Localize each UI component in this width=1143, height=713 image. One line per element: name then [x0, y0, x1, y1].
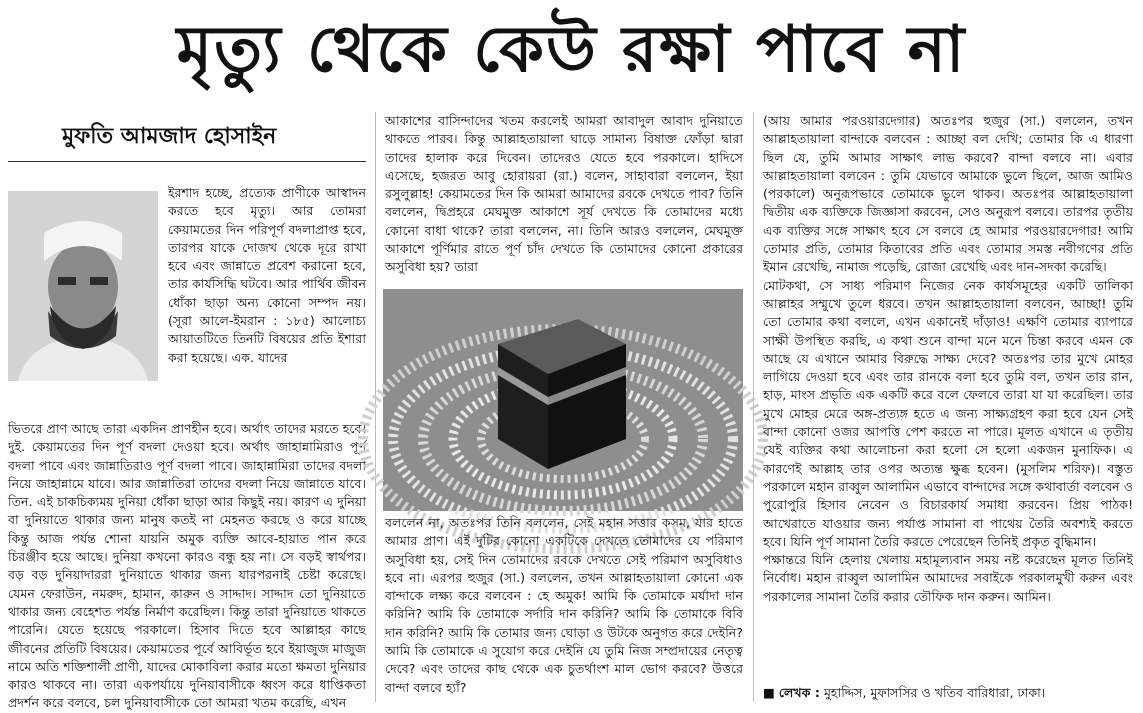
column-1-body [8, 420, 366, 711]
kaaba-photo [383, 289, 743, 511]
headline: মৃত্যু থেকে কেউ রক্ষা পাবে না [176, 12, 967, 87]
column-2-top-text: আকাশের বাসিন্দাদের খতম করলেই আমরা আবাদুল আবাদ দুনিয়াতে থাকতে পারব। কিন্তু আল্লাহতায়ালা ঘাড়ে সামান্য বিষাক্ত ফোঁড়া দ্বারা তাদের হালাক করে দিবেন। তাদেরও যেতে হবে পরকালে। হাদিসে এসেছে, হজরত আবু হোরায়রা (রা.) বলেন, সাহাবারা বললেন, ইয়া রসুলুল্লাহ! কেয়ামতের দিন কি আমরা আমাদের রবকে দেখতে পাব? তিনি বললেন, দ্বিপ্রহরে মেঘমুক্ত আকাশে সূর্য দেখতে কি তোমাদের মধ্যে কোনো বাধা থাকে? তারা বললেন, না। তিনি আরও বললেন, মেঘমুক্ত আকাশে পূর্ণিমার রাতে পূর্ণ চাঁদ দেখতে কি তোমাদের কোনো প্রকারের অসুবিধা হয়? তারা [385, 113, 743, 275]
column-3-paragraph-2: মোটকথা, সে সাধ্য পরিমাণ নিজের নেক কার্যসমূহের একটি তালিকা আল্লাহর সম্মুখে তুলে ধরবে। তখন আল্লাহতায়ালা বলবেন, আচ্ছা! তুমি তো তোমার কথা বললে, এখন একানেই দাঁড়াও! এক্ষণি তোমার ব্যাপারে সাক্ষী উপস্থিত করছি, এ কথা শুনে বান্দা মনে মনে চিন্তা করবে এমন কে আছে যে এখানে আমার বিরুদ্ধে সাক্ষ্য দেবে? অতঃপর তার মুখে মোহর লাগিয়ে দেওয়া হবে এবং তার রানকে বলা হবে তুমি বল, তখন তার রান, হাড়, মাংস প্রভৃতি এক একটি করে বলে ফেলবে তারা যা যা করেছিল। তার মুখে মোহর মেরে অঙ্গ-প্রত্যঙ্গ হতে এ জন্য সাক্ষ্যগ্রহণ করা হবে যেন সেই বান্দা কোনো ওজর আপত্তি পেশ করতে না পারে। মূলত এখানে এ তৃতীয় যেই ব্যক্তির কথা আলোচনা করা হলো সে হলো একজন মুনাফিক। এ কারণেই আল্লাহ তার ওপর অত্যন্ত ক্ষুব্ধ হবেন। (মুসলিম শরিফ)। বস্তুত পরকালে মহান রাব্বুল আলামিন এভাবে বান্দাদের সঙ্গে কথাবার্তা বলবেন ও পুরোপুরি হিসাব নেবেন ও বিচারকার্য সমাধা করবেন। প্রিয় পাঠক! আখেরাতে যাওয়ার জন্য পর্যাপ্ত সামানা বা পাথেয় তৈরি অবশ্যই করতে হবে। যিনি পূর্ণ সামানা তৈরি করতে পেরেছেন তিনিই প্রকৃত বুদ্ধিমান। [763, 277, 1133, 549]
column-2-bottom [385, 514, 743, 702]
author-credit-label: লেখক : [778, 685, 820, 700]
byline-divider [8, 161, 366, 162]
column-1-body-text: ভিতরে প্রাণ আছে তারা একদিন প্রাণহীন হবে। অর্থাৎ তাদের মরতে হবে। দুই. কেয়ামতের দিন পূর্ণ বদলা দেওয়া হবে। অর্থাৎ জাহান্নামিরাও পূর্ণ বদলা পাবে এবং জান্নাতিরাও পূর্ণ বদলা পাবে। জাহান্নামিরা তাদের বদলা নিয়ে জাহান্নামে যাবে। আর জান্নাতিরা তাদের বদলা নিয়ে জান্নাতে যাবে। তিন. এই চাকচিক্যময় দুনিয়া ধোঁকা ছাড়া আর কিছুই নয়। কারণ এ দুনিয়া বা দুনিয়াতে থাকার জন্য মানুষ কতই না মেহনত করছে ও করে যাচ্ছে কিন্তু আজ পর্যন্ত শোনা যায়নি অমুক ব্যক্তি আবে-হায়াত পান করে চিরঞ্জীব হয়ে আছে। দুনিয়া কখনো কারও বন্ধু হয় না। সে বড়ই স্বার্থপর। বড় বড় দুনিয়াদাররা দুনিয়াতে থাকার জন্য যারপরনাই চেষ্টা করেছে। যেমন ফেরাউন, নমরুদ, হামান, কারুন ও সাদ্দাদ। সাদ্দাদ তো দুনিয়াতে থাকার জন্য বেহেশত পর্যন্ত নির্মাণ করেছিল। কিন্তু তারা দুনিয়াতে থাকতে পারেনি। যেতে হয়েছে পরকালে। হিসাব দিতে হবে আল্লাহর কাছে জীবনের প্রতিটি বিষয়ের। কেয়ামতের পূর্বে আবির্ভূত হবে ইয়াজুজ মাজুজ নামে অতি শক্তিশালী প্রাণী, যাদের মোকাবিলা করার মতো ক্ষমতা দুনিয়ার কারও থাকবে না। তারা একপর্যায়ে দুনিয়াবাসীকে ধ্বংস করে ধাপ্তিকতা প্রদর্শন করে বলবে, চল দুনিয়াবাসীকে তো আমরা খতম করেছি, এখন [8, 421, 366, 711]
column-divider-2 [753, 112, 754, 702]
column-3-body [763, 112, 1133, 682]
author-credit-text: মুহাদ্দিস, মুফাসসির ও খতিব বারিধারা, ঢাকা। [823, 685, 1046, 700]
square-bullet-icon: ■ [763, 685, 775, 700]
column-3-paragraph-1: (আয় আমার পরওয়ারদেগার) অতঃপর হুজুর (সা.) বললেন, তখন আল্লাহতায়ালা বান্দাকে বলবেন : আচ্ছা বল দেখি; তোমার কি এ ধারণা ছিল যে, তুমি আমার সাক্ষাৎ লাভ করবে? বান্দা বলবে না। এবার আল্লাহতায়ালা বলবেন : তুমি যেভাবে আমাকে ভুলে ছিলে, আজ আমিও (পরকালে) অনুরূপভাবে তোমাকে ভুলে থাকব। অতঃপর আল্লাহতায়ালা দ্বিতীয় এক ব্যক্তিকে জিজ্ঞাসা করবেন, সেও অনুরূপ বলবে। তারপর তৃতীয় এক ব্যক্তির সঙ্গে সাক্ষাৎ হবে সে বলবে হে আমার পরওয়ারদেগার! আমি তোমার প্রতি, তোমার কিতাবের প্রতি এবং তোমার সমস্ত নবীগণের প্রতি ইমান রেখেছি, নামাজ পড়েছি, রোজা রেখেছি এবং দান-সদকা করেছি। [763, 113, 1133, 275]
column-1-intro [168, 184, 366, 420]
kaaba-illustration [383, 289, 743, 511]
column-2-top [385, 112, 743, 284]
column-2-bottom-text: বললেন না, অতঃপর তিনি বললেন, সেই মহান সত্তার কসম, যার হাতে আমার প্রাণ। এই দুটির কোনো একটিকে দেখতে তোমাদের যে পরিমাণ অসুবিধা হয়, সেই দিন তোমাদের রবকে দেখতে সেই পরিমাণ অসুবিধাও হবে না। এরপর হুজুর (সা.) বললেন, তখন আল্লাহতায়ালা কোনো এক বান্দাকে লক্ষ্য করে বলবেন : হে অমুক! আমি কি তোমাকে মর্যাদা দান করিনি? আমি কি তোমাকে সর্দারি দান করিনি? আমি কি তোমাকে বিবি দান করিনি? আমি কি তোমার জন্য ঘোড়া ও উটকে অনুগত করে দেইনি? আমি কি তোমাকে এ সুযোগ করে দেইনি যে তুমি নিজ সম্প্রদায়ের নেতৃত্ব দেবে? এবং তাদের কাছ থেকে এক চুতর্থাংশ মাল ভোগ করবে? উত্তরে বান্দা বলবে হ্যাঁ? [385, 515, 743, 695]
column-1-intro-text: ইরশাদ হচ্ছে, প্রত্যেক প্রাণীকে আস্বাদন করতে হবে মৃত্যু। আর তোমরা কেয়ামতের দিন পরিপূর্ণ বদলাপ্রাপ্ত হবে, তারপর যাকে দোজখ থেকে দূরে রাখা হবে এবং জান্নাতে প্রবেশ করানো হবে, তার কার্যসিদ্ধি ঘটবে। আর পার্থিব জীবন ধোঁকা ছাড়া অন্য কোনো সম্পদ নয়। (সূরা আলে-ইমরান : ১৮৫) আলোচ্য আয়াতটিতে তিনটি বিষয়ের প্রতি ইশারা করা হয়েছে। এক. যাদের [168, 185, 366, 365]
column-3-paragraph-3: পক্ষান্তরে যিনি হেলায় খেলায় মহামূল্যবান সময় নষ্ট করেছেন মূলত তিনিই নির্বোধ। মহান রাব্বুল আলামিন আমাদের সবাইকে পরকালমুখী করুন এবং পরকালের সামানা তৈরি করার তৌফিক দান করুন। আমিন। [763, 552, 1133, 604]
author-credit [763, 684, 1133, 702]
author-photo-illustration [8, 191, 158, 381]
byline: মুফতি আমজাদ হোসাইন [62, 124, 277, 149]
author-photo [8, 191, 158, 381]
